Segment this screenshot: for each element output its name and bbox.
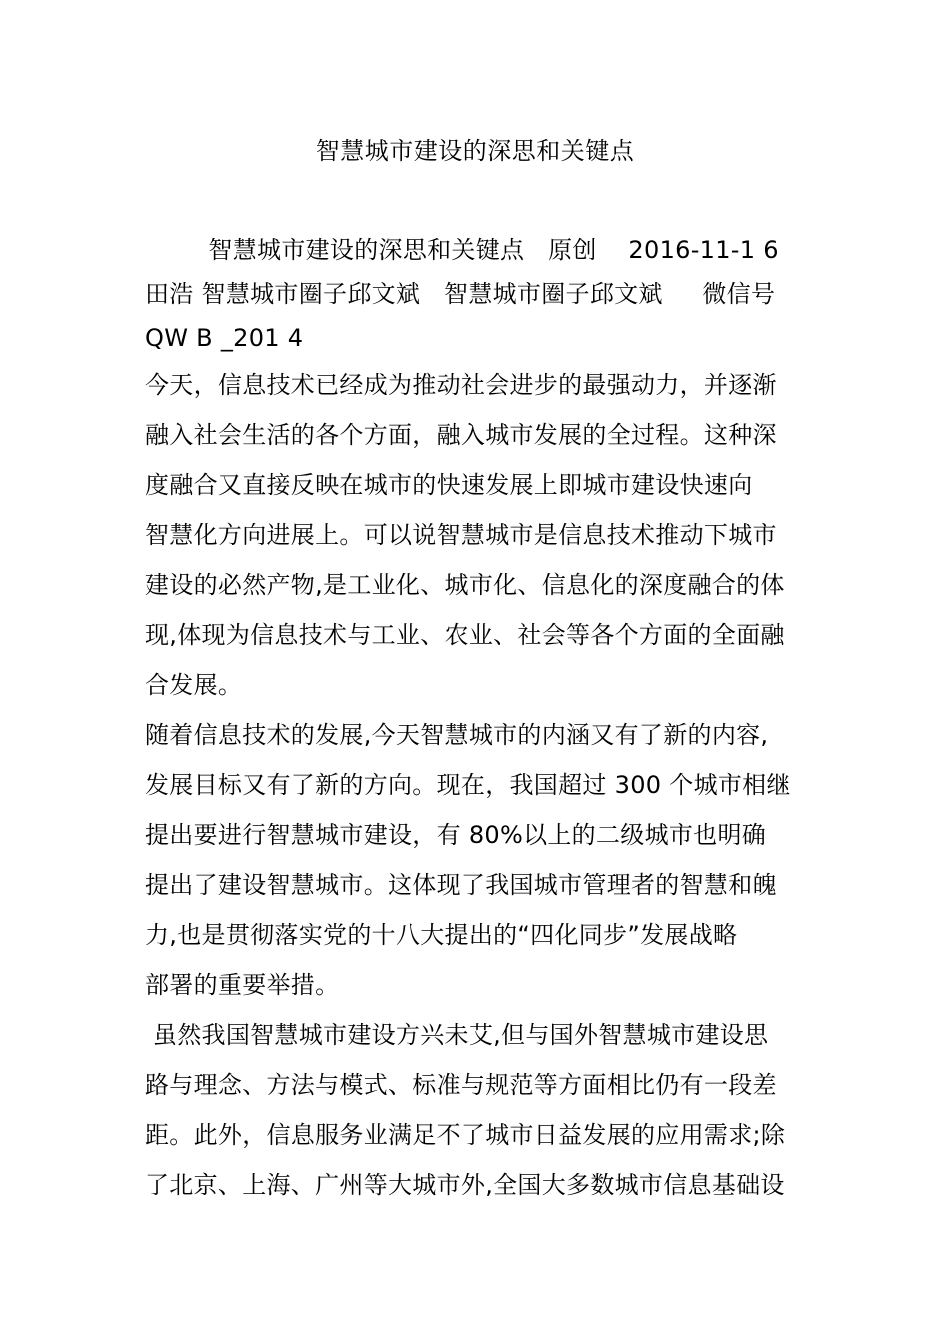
header-line: 田浩 智慧城市圈子邱文斌 智慧城市圈子邱文斌 微信号	[145, 280, 776, 308]
document-title: 智慧城市建设的深思和关键点	[315, 137, 635, 165]
paragraph-2-line: 发展目标又有了新的方向。现在，我国超过 300 个城市相继	[145, 771, 791, 799]
paragraph-1-line: 合发展。	[145, 671, 243, 699]
paragraph-1-line: 度融合又直接反映在城市的快速发展上即城市建设快速向	[145, 471, 753, 499]
paragraph-2-line: 力,也是贯彻落实党的十八大提出的“四化同步”发展战略	[145, 921, 738, 949]
paragraph-1-line: 建设的必然产物,是工业化、城市化、信息化的深度融合的体	[145, 571, 785, 599]
paragraph-1-line: 今天，信息技术已经成为推动社会进步的最强动力，并逐渐	[145, 371, 777, 399]
paragraph-2-line: 提出了建设智慧城市。这体现了我国城市管理者的智慧和魄	[145, 871, 777, 899]
paragraph-3-line: 虽然我国智慧城市建设方兴未艾,但与国外智慧城市建设思	[145, 1021, 769, 1049]
paragraph-3-line: 距。此外，信息服务业满足不了城市日益发展的应用需求;除	[145, 1121, 786, 1149]
paragraph-3-line: 了北京、上海、广州等大城市外,全国大多数城市信息基础设	[145, 1171, 785, 1199]
header-line: 智慧城市建设的深思和关键点 原创 2016-11-1 6	[145, 236, 779, 264]
paragraph-2-line: 随着信息技术的发展,今天智慧城市的内涵又有了新的内容,	[145, 721, 769, 749]
header-line: QW B _201 4	[145, 324, 304, 352]
paragraph-3-line: 路与理念、方法与模式、标准与规范等方面相比仍有一段差	[145, 1071, 777, 1099]
document-body	[145, 228, 813, 1210]
paragraph-2-line: 部署的重要举措。	[145, 971, 340, 999]
paragraph-1-line: 智慧化方向进展上。可以说智慧城市是信息技术推动下城市	[145, 521, 777, 549]
paragraph-1-line: 融入社会生活的各个方面，融入城市发展的全过程。这种深	[145, 421, 777, 449]
paragraph-2-line: 提出要进行智慧城市建设，有 80%以上的二级城市也明确	[145, 821, 767, 849]
paragraph-1-line: 现,体现为信息技术与工业、农业、社会等各个方面的全面融	[145, 621, 785, 649]
